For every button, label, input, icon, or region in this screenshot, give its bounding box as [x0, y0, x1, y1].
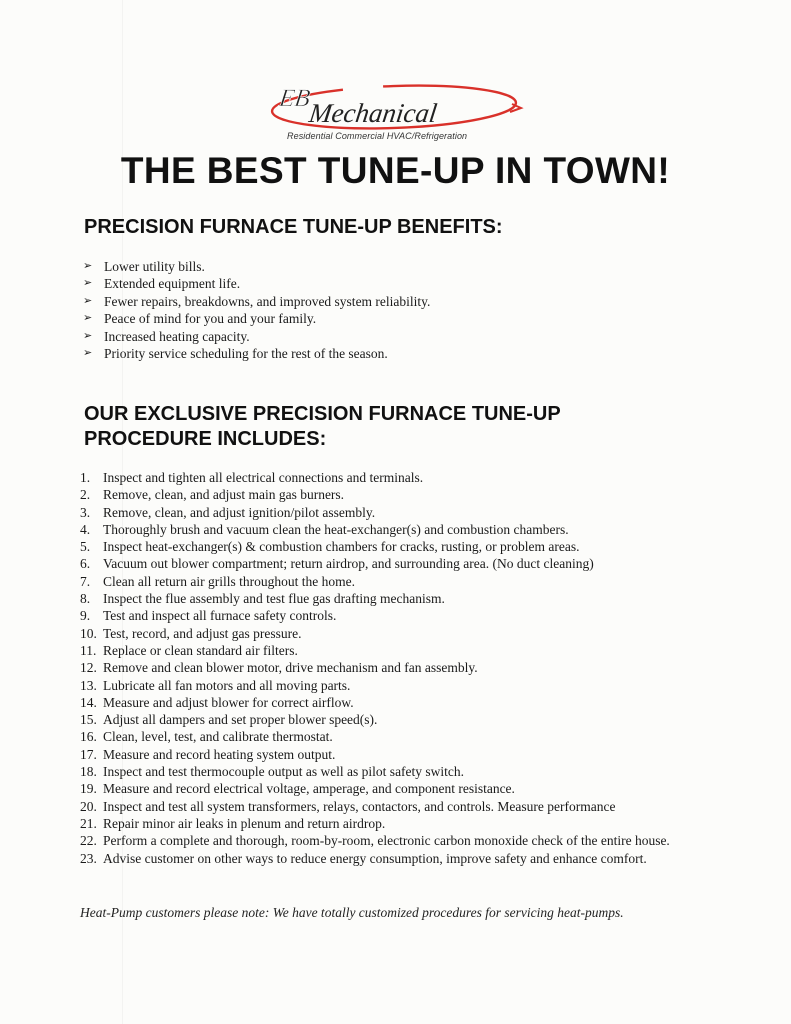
- procedure-text: Thoroughly brush and vacuum clean the heat-exchanger(s) and combustion chambers.: [103, 521, 569, 537]
- procedure-text: Lubricate all fan motors and all moving parts.: [103, 677, 351, 693]
- logo-swoosh-icon: [262, 80, 532, 132]
- benefit-text: Lower utility bills.: [104, 259, 205, 274]
- procedure-text: Inspect and test all system transformers, relays, contactors, and controls. Measure performance: [103, 798, 616, 814]
- procedure-text: Adjust all dampers and set proper blower speed(s).: [103, 712, 378, 728]
- arrowhead-bullet-icon: ➢: [83, 347, 93, 360]
- arrowhead-bullet-icon: ➢: [83, 294, 93, 307]
- procedure-number: 21.: [80, 815, 97, 831]
- footnote: Heat-Pump customers please note: We have totally customized procedures for servicing heat-pumps.: [80, 905, 624, 920]
- arrowhead-bullet-icon: ➢: [83, 312, 93, 325]
- procedure-text: Measure and adjust blower for correct airflow.: [103, 694, 354, 710]
- procedure-item: [80, 832, 720, 849]
- procedure-item: [80, 746, 720, 763]
- procedure-text: Replace or clean standard air filters.: [103, 642, 298, 658]
- procedure-text: Test, record, and adjust gas pressure.: [103, 625, 302, 641]
- benefit-text: Increased heating capacity.: [104, 328, 250, 344]
- procedure-heading: [84, 402, 561, 452]
- arrowhead-bullet-icon: ➢: [83, 329, 93, 342]
- procedure-item: [80, 521, 720, 538]
- procedure-text: Inspect heat-exchanger(s) & combustion chambers for cracks, rusting, or problem areas.: [103, 539, 580, 555]
- procedure-item: [80, 850, 720, 867]
- procedure-number: 10.: [80, 625, 97, 641]
- procedure-number: 3.: [80, 504, 91, 520]
- procedure-text: Remove and clean blower motor, drive mechanism and fan assembly.: [103, 660, 478, 676]
- company-logo: [262, 80, 532, 148]
- procedure-number: 4.: [80, 521, 91, 537]
- benefit-text: Peace of mind for you and your family.: [104, 311, 317, 327]
- arrowhead-bullet-icon: ➢: [83, 260, 93, 272]
- procedure-text: Clean, level, test, and calibrate thermostat.: [103, 729, 333, 745]
- procedure-text: Clean all return air grills throughout the home.: [103, 573, 355, 589]
- arrowhead-bullet-icon: ➢: [83, 277, 93, 290]
- benefits-list: [83, 258, 430, 362]
- procedure-number: 5.: [80, 539, 91, 555]
- procedure-text: Test and inspect all furnace safety controls.: [103, 608, 337, 624]
- benefit-item: [83, 310, 430, 327]
- procedure-item: [80, 625, 720, 642]
- procedure-text: Inspect and tighten all electrical connections and terminals.: [103, 470, 424, 485]
- procedure-item: [80, 504, 720, 521]
- procedure-item: [80, 590, 720, 607]
- procedure-number: 7.: [80, 573, 91, 589]
- benefit-text: Fewer repairs, breakdowns, and improved system reliability.: [104, 293, 431, 309]
- procedure-list: [80, 469, 720, 867]
- procedure-text: Measure and record electrical voltage, amperage, and component resistance.: [103, 781, 515, 797]
- procedure-number: 2.: [80, 487, 91, 503]
- procedure-number: 18.: [80, 764, 97, 780]
- procedure-item: [80, 728, 720, 745]
- procedure-number: 20.: [80, 798, 97, 814]
- procedure-number: 23.: [80, 850, 97, 866]
- logo-brand-name: Mechanical: [307, 98, 439, 128]
- procedure-text: Remove, clean, and adjust main gas burners.: [103, 487, 345, 503]
- procedure-item: [80, 798, 720, 815]
- procedure-number: 13.: [80, 677, 97, 693]
- benefits-heading: PRECISION FURNACE TUNE-UP BENEFITS:: [84, 216, 503, 238]
- procedure-number: 6.: [80, 556, 91, 572]
- benefit-item: [83, 258, 430, 275]
- procedure-item: [80, 469, 720, 486]
- procedure-number: 16.: [80, 729, 97, 745]
- procedure-item: [80, 711, 720, 728]
- procedure-text: Perform a complete and thorough, room-by-room, electronic carbon monoxide check of the entire house.: [103, 833, 670, 849]
- procedure-number: 15.: [80, 712, 97, 728]
- page-headline: THE BEST TUNE-UP IN TOWN!: [120, 150, 671, 191]
- logo-tagline: Residential Commercial HVAC/Refrigeration: [287, 131, 468, 141]
- procedure-number: 19.: [80, 781, 97, 797]
- procedure-item: [80, 642, 720, 659]
- benefit-text: Extended equipment life.: [104, 276, 241, 292]
- benefit-item: [83, 275, 430, 292]
- procedure-item: [80, 607, 720, 624]
- procedure-text: Remove, clean, and adjust ignition/pilot assembly.: [103, 504, 376, 520]
- procedure-text: Measure and record heating system output.: [103, 746, 336, 762]
- procedure-text: Inspect and test thermocouple output as well as pilot safety switch.: [103, 764, 465, 780]
- procedure-item: [80, 486, 720, 503]
- procedure-number: 1.: [80, 470, 91, 485]
- procedure-item: [80, 555, 720, 572]
- benefit-item: [83, 293, 430, 310]
- benefit-item: [83, 345, 430, 362]
- procedure-number: 14.: [80, 694, 97, 710]
- procedure-number: 8.: [80, 591, 91, 607]
- procedure-item: [80, 538, 720, 555]
- procedure-heading-line1: OUR EXCLUSIVE PRECISION FURNACE TUNE-UP: [84, 403, 561, 425]
- procedure-text: Inspect the flue assembly and test flue gas drafting mechanism.: [103, 591, 445, 607]
- procedure-heading-line2: PROCEDURE INCLUDES:: [84, 428, 327, 450]
- procedure-number: 17.: [80, 746, 97, 762]
- procedure-number: 22.: [80, 833, 97, 849]
- procedure-item: [80, 677, 720, 694]
- logo-brand-short: EB: [277, 85, 312, 112]
- procedure-number: 12.: [80, 660, 97, 676]
- procedure-item: [80, 763, 720, 780]
- procedure-item: [80, 694, 720, 711]
- procedure-number: 9.: [80, 608, 91, 624]
- benefit-item: [83, 328, 430, 345]
- procedure-number: 11.: [80, 642, 97, 658]
- procedure-item: [80, 573, 720, 590]
- procedure-item: [80, 780, 720, 797]
- procedure-item: [80, 659, 720, 676]
- procedure-text: Vacuum out blower compartment; return airdrop, and surrounding area. (No duct cleaning): [103, 556, 594, 572]
- procedure-text: Advise customer on other ways to reduce energy consumption, improve safety and enhance comfort.: [103, 850, 647, 866]
- procedure-text: Repair minor air leaks in plenum and return airdrop.: [103, 815, 386, 831]
- benefit-text: Priority service scheduling for the rest of the season.: [104, 346, 388, 362]
- procedure-item: [80, 815, 720, 832]
